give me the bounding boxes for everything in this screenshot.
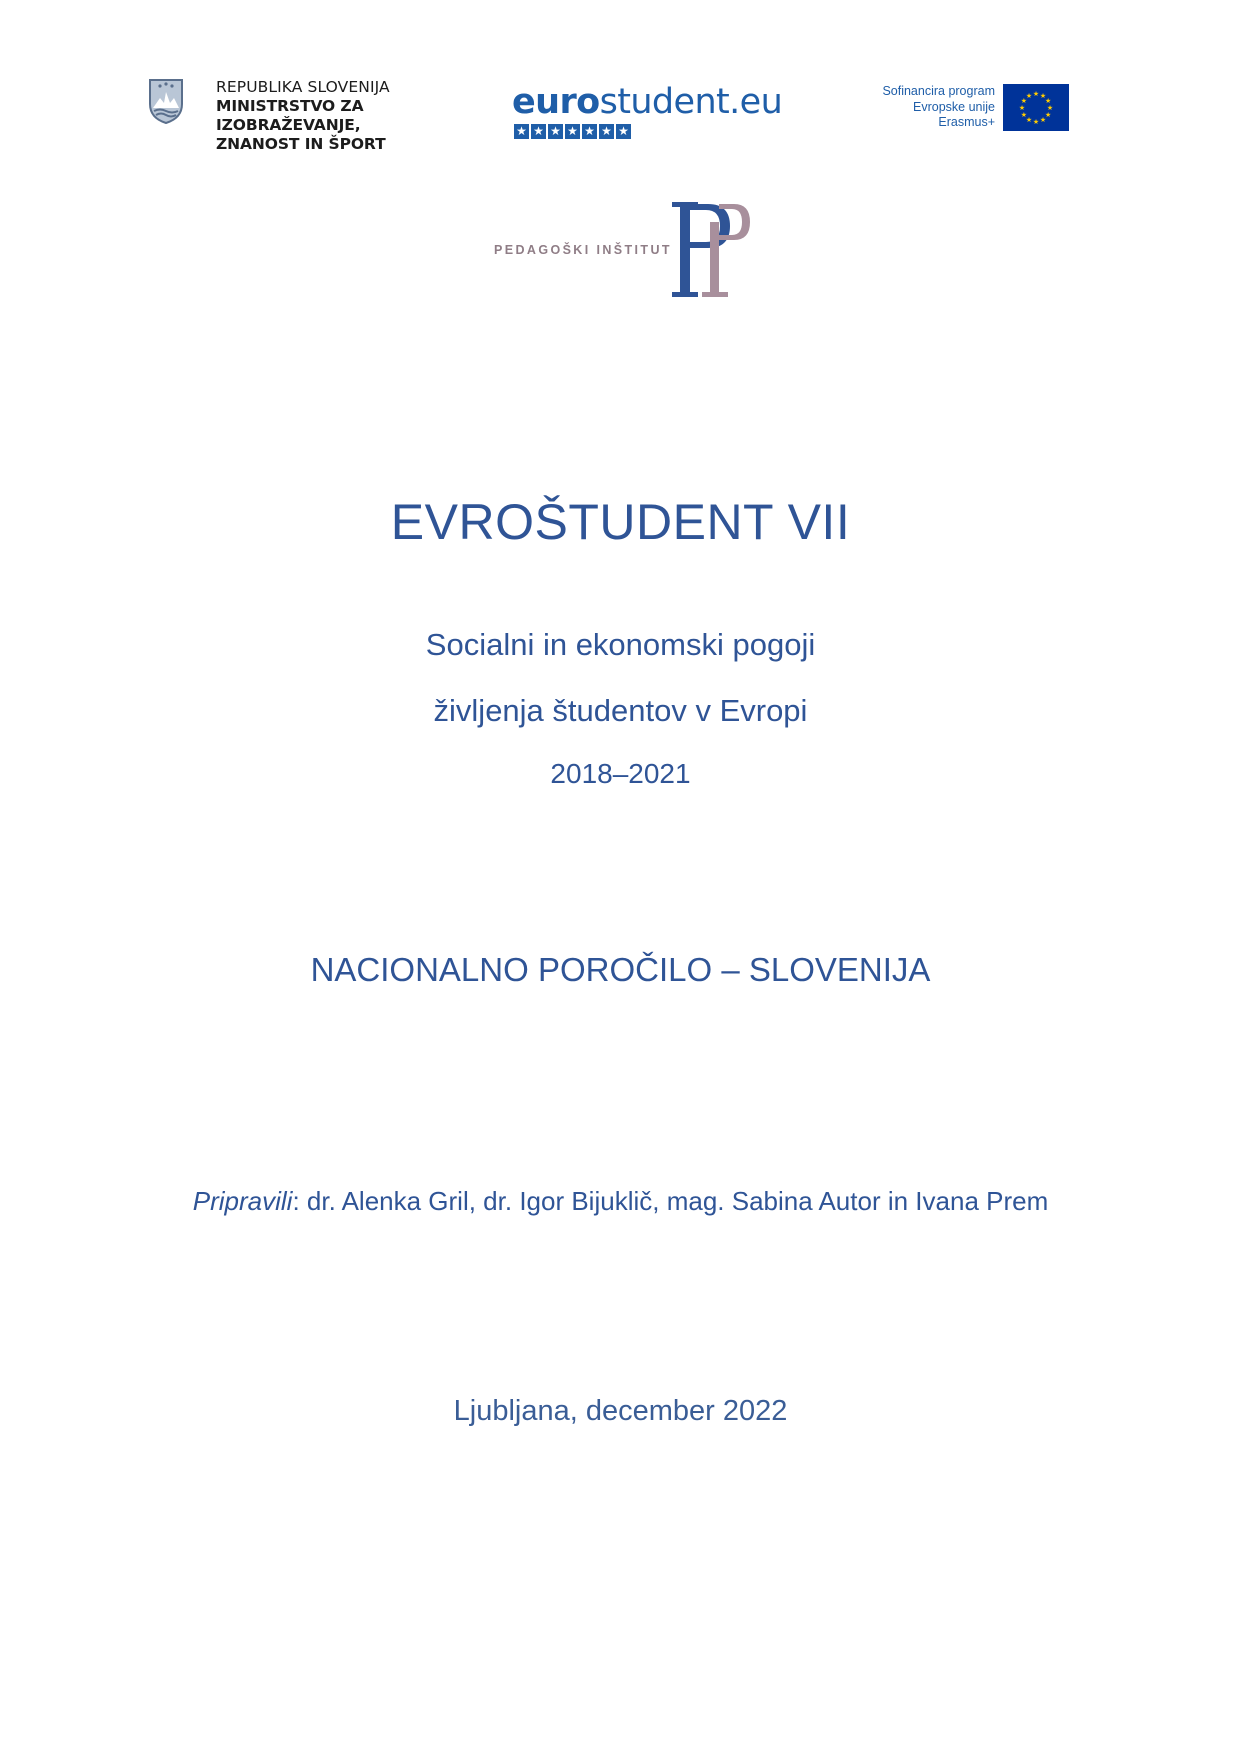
eurostudent-star-icon: ★: [582, 124, 597, 139]
eu-flag-star-icon: ★: [1020, 98, 1028, 105]
eu-funding-line-3: Erasmus+: [938, 115, 995, 129]
eurostudent-star-icon: ★: [514, 124, 529, 139]
eu-flag-star-icon: ★: [1032, 119, 1040, 126]
eu-flag-icon: [1003, 84, 1069, 131]
eurostudent-wordmark-bold: euro: [512, 82, 600, 122]
document-title: EVROŠTUDENT VII: [390, 494, 851, 550]
authors-line: [0, 1184, 1241, 1218]
slovenia-coat-of-arms-icon: [148, 78, 184, 124]
ministry-line-2: MINISTRSTVO ZA IZOBRAŽEVANJE,: [216, 97, 364, 134]
eurostudent-logo: [512, 82, 783, 146]
eurostudent-wordmark-rest: student.eu: [599, 82, 783, 122]
eu-funding-text: [860, 84, 995, 131]
eu-funding-line-1: Sofinancira program: [882, 84, 995, 98]
eu-funding-line-2: Evropske unije: [913, 99, 995, 114]
pedagoski-institut-logo-icon: [672, 200, 752, 300]
eurostudent-star-icon: ★: [616, 124, 631, 139]
eurostudent-star-icon: ★: [599, 124, 614, 139]
ministry-line-1: REPUBLIKA SLOVENIJA: [216, 78, 390, 96]
ministry-logo: [148, 78, 508, 153]
eurostudent-star-icon: ★: [531, 124, 546, 139]
authors-names: : dr. Alenka Gril, dr. Igor Bijuklič, mag. Sabina Autor in Ivana Prem: [292, 1186, 1049, 1216]
eu-flag-star-icon: ★: [1025, 117, 1033, 125]
report-type: NACIONALNO POROČILO – SLOVENIJA: [310, 951, 931, 988]
place-and-date: Ljubljana, december 2022: [453, 1395, 788, 1427]
subtitle-line-2: življenja študentov v Evropi: [433, 693, 808, 728]
institute-name: PEDAGOŠKI INŠTITUT: [494, 243, 672, 257]
subtitle-line-1: Socialni in ekonomski pogoji: [425, 627, 816, 662]
eurostudent-wordmark: [512, 82, 782, 122]
eu-flag-star-icon: ★: [1025, 92, 1033, 100]
ministry-line-3: ZNANOST IN ŠPORT: [216, 135, 386, 153]
eu-flag-star-icon: ★: [1039, 117, 1047, 125]
eu-flag-star-icon: ★: [1044, 112, 1052, 119]
authors-label: Pripravili: [192, 1186, 293, 1216]
eu-flag-star-icon: ★: [1039, 92, 1047, 100]
eurostudent-stars: [514, 124, 631, 139]
eurostudent-star-icon: ★: [565, 124, 580, 139]
eu-flag-star-icon: ★: [1020, 112, 1028, 119]
eu-flag-star-icon: ★: [1044, 98, 1052, 105]
eu-flag-star-icon: ★: [1032, 91, 1040, 98]
eu-flag-star-icon: ★: [1046, 105, 1054, 112]
ministry-name: [216, 78, 508, 154]
subtitle-years: 2018–2021: [550, 758, 691, 789]
eurostudent-star-icon: ★: [548, 124, 563, 139]
eu-flag-star-icon: ★: [1018, 105, 1026, 112]
